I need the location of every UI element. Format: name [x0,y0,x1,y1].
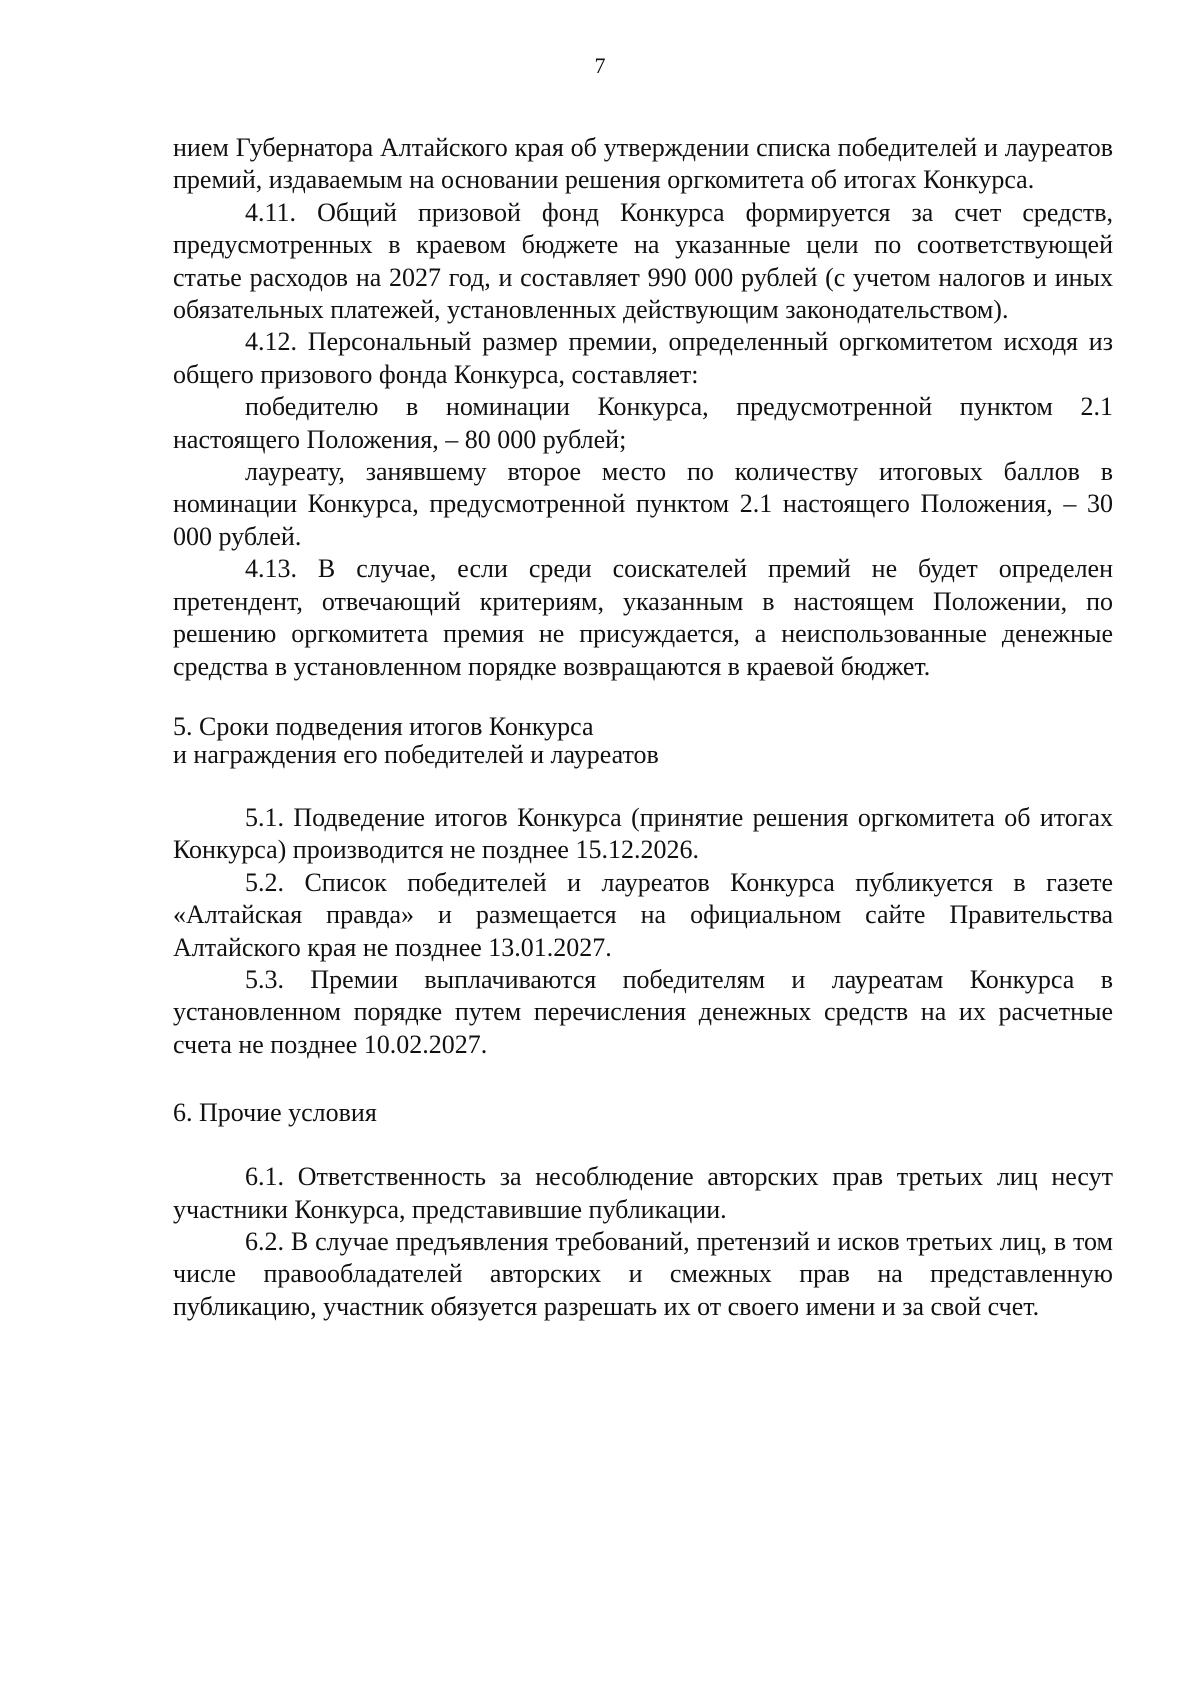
paragraph-4-12-laureate: лауреату, занявшему второе место по количеству итоговых баллов в номинации Конкурса, предусмотренной пунктом 2.1 настоящего Положения, – 30 000 рублей. [173,457,1113,551]
paragraph-4-13: 4.13. В случае, если среди соискателей премий не будет определен претендент, отвечающий критериям, указанным в настоящем Положении, по решению оргкомитета премия не присуждается, а неиспользованные денежные средства в установленном порядке возвращаются в краевой бюджет. [173,554,1113,681]
section-6-heading: 6. Прочие условия [173,1098,377,1128]
paragraph-4-11: 4.11. Общий призовой фонд Конкурса формируется за счет средств, предусмотренных в краевом бюджете на указанные цели по соответствующей статье расходов на 2027 год, и составляет 990 000 рублей (с учетом налогов и иных обязательных платежей, установленных действующим законодательством). [173,197,1113,325]
paragraph-4-12-winner: победителю в номинации Конкурса, предусмотренной пунктом 2.1 настоящего Положения, – 80 000 рублей; [173,392,1113,454]
paragraph-6-2: 6.2. В случае предъявления требований, претензий и исков третьих лиц, в том числе правообладателей авторских и смежных прав на представленную публикацию, участник обязуется разрешать их от своего имени и за свой счет. [173,1226,1113,1321]
paragraph-5-1: 5.1. Подведение итогов Конкурса (принятие решения оргкомитета об итогах Конкурса) производится не позднее 15.12.2026. [173,802,1113,865]
document-body [173,132,1113,1323]
section-5-heading-line1: 5. Сроки подведения итогов Конкурса [173,711,594,741]
paragraph-5-3: 5.3. Премии выплачиваются победителям и лауреатам Конкурса в установленном порядке путем перечисления денежных средств на их расчетные счета не позднее 10.02.2027. [173,964,1113,1059]
paragraph-4-12: 4.12. Персональный размер премии, определенный оргкомитетом исходя из общего призового фонда Конкурса, составляет: [173,327,1113,389]
paragraph-continuation: нием Губернатора Алтайского края об утверждении списка победителей и лауреатов премий, издаваемым на основании решения оргкомитета об итогах Конкурса. [173,133,1113,195]
paragraph-6-1: 6.1. Ответственность за несоблюдение авторских прав третьих лиц несут участники Конкурса, представившие публикации. [173,1162,1113,1224]
paragraph-5-2: 5.2. Список победителей и лауреатов Конкурса публикуется в газете «Алтайская правда» и размещается на официальном сайте Правительства Алтайского края не позднее 13.01.2027. [173,867,1113,962]
page-number: 7 [594,53,606,78]
section-5-heading-line2: и награждения его победителей и лауреатов [173,739,659,769]
